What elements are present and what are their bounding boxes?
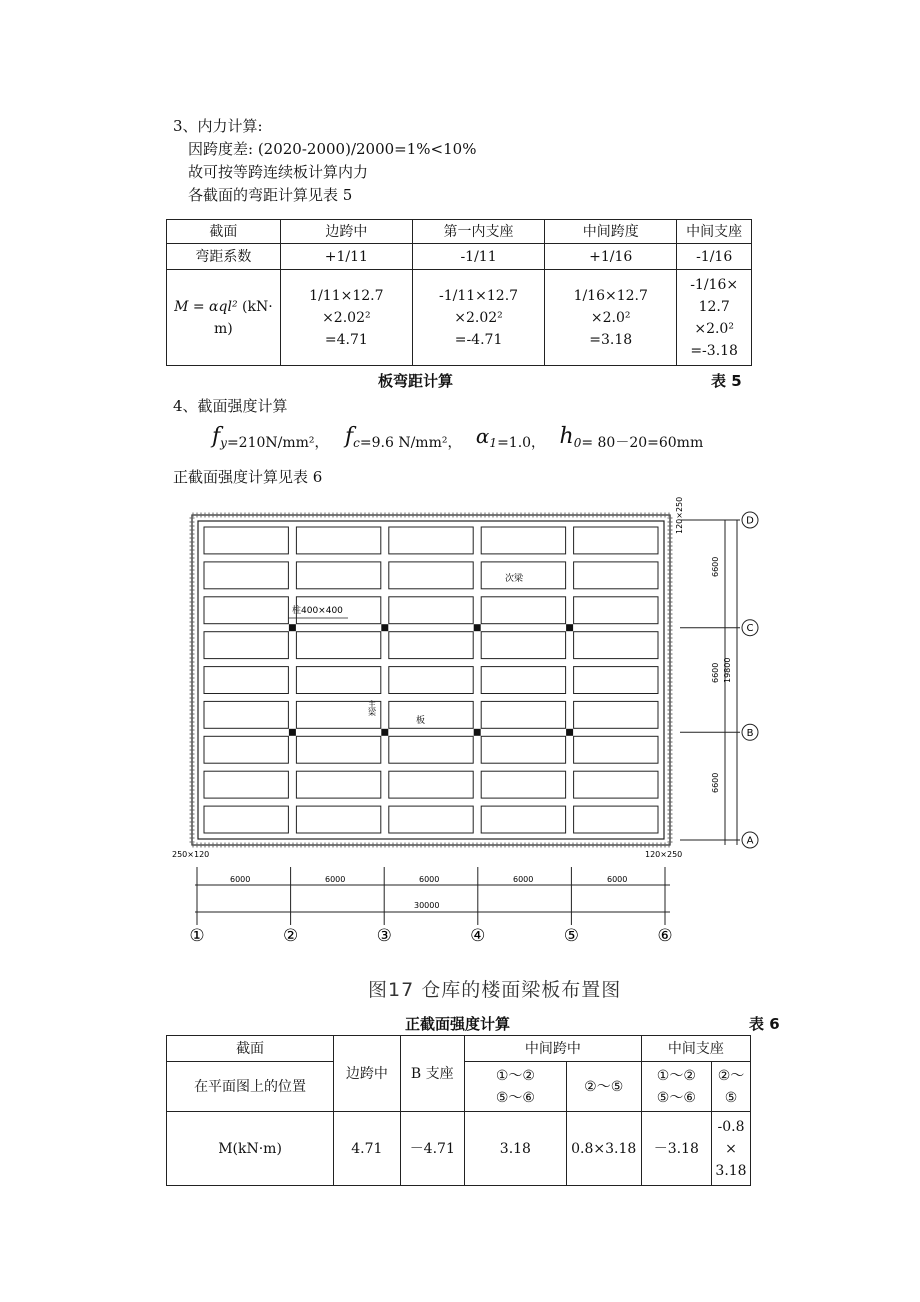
axis-bubble-label: B xyxy=(746,727,754,739)
t5-moment-mid-support xyxy=(677,270,752,366)
slab-panel xyxy=(574,562,658,589)
fy-subscript: y xyxy=(220,435,227,450)
slab-panel xyxy=(204,562,288,589)
t5-moment-first xyxy=(412,270,544,366)
slab-panel xyxy=(204,632,288,659)
column-marker xyxy=(289,624,296,631)
t5-mf-l1: -1/11×12.7 xyxy=(439,287,519,304)
slab-panel xyxy=(389,597,473,624)
t5-moment-formula: M = αql² xyxy=(174,298,238,315)
slab-panel xyxy=(296,806,380,833)
slab-panel xyxy=(389,667,473,694)
axis-bubble-label: ④ xyxy=(470,926,486,946)
alpha1-value: =1.0， xyxy=(497,435,546,451)
axis-bubble-label: ① xyxy=(189,926,205,946)
slab-panel xyxy=(389,771,473,798)
slab-panel xyxy=(296,527,380,554)
slab-panel xyxy=(389,562,473,589)
fc-value: =9.6 N/mm²， xyxy=(359,435,462,451)
bay-dim-5: 6000 xyxy=(607,875,628,884)
t6-m-edge: 4.71 xyxy=(334,1112,400,1186)
t5-moment-label xyxy=(167,270,281,366)
h0-symbol: h xyxy=(559,424,574,449)
t6-header-edge-span: 边跨中 xyxy=(334,1036,400,1112)
alpha1-subscript: 1 xyxy=(489,435,498,450)
column-marker xyxy=(381,729,388,736)
t5-header-mid-support: 中间支座 xyxy=(677,220,752,244)
slab-panel xyxy=(574,527,658,554)
t6-pos-ms1-a: ①～② xyxy=(495,1067,535,1084)
t6-m-sp2 xyxy=(712,1112,751,1186)
vdim-total: 19800 xyxy=(723,657,732,683)
slab-panel xyxy=(481,701,565,728)
inner-wall-outline xyxy=(198,521,664,839)
outer-wall-outline xyxy=(192,515,670,845)
slab-panel xyxy=(481,527,565,554)
section4-heading: 4、截面强度计算 xyxy=(173,397,288,415)
slab-panel xyxy=(296,736,380,763)
slab-panel xyxy=(481,667,565,694)
fc-symbol: f xyxy=(344,424,354,449)
slab-panel xyxy=(389,701,473,728)
slab-panels xyxy=(204,527,658,833)
column-marker xyxy=(566,729,573,736)
t5-header-edge-span: 边跨中 xyxy=(280,220,412,244)
slab-label: 板 xyxy=(416,716,426,726)
axis-bubble-label: C xyxy=(746,623,754,635)
t6-m-b-support: －4.71 xyxy=(400,1112,464,1186)
slab-panel xyxy=(574,771,658,798)
slab-panel xyxy=(296,667,380,694)
t6-m-ms2: 0.8×3.18 xyxy=(566,1112,641,1186)
fy-symbol: f xyxy=(212,424,221,449)
t5-mf-l2: ×2.02² xyxy=(454,309,503,326)
vdim-3: 6600 xyxy=(711,772,720,793)
column-marker xyxy=(474,624,481,631)
secondary-beam-label: 次梁 xyxy=(505,574,524,584)
t5-header-section: 截面 xyxy=(167,220,281,244)
fc-subscript: c xyxy=(353,435,360,450)
t6-header-mid-span: 中间跨中 xyxy=(465,1036,642,1062)
bay-dim-1: 6000 xyxy=(230,875,251,884)
t6-pos-ms1-b: ⑤～⑥ xyxy=(495,1089,535,1106)
axis-bubble-label: ⑤ xyxy=(563,926,580,946)
t6-pos-sp2 xyxy=(712,1062,751,1112)
t5-me-l1: 1/11×12.7 xyxy=(309,287,384,304)
slab-panel xyxy=(389,736,473,763)
column-label: 柱400×400 xyxy=(292,606,343,616)
slab-panel xyxy=(481,771,565,798)
slab-panel xyxy=(574,667,658,694)
span-difference-line: 因跨度差: (2020-2000)/2000=1%<10% xyxy=(188,140,477,158)
slab-panel xyxy=(481,736,565,763)
slab-panel xyxy=(574,597,658,624)
t6-m-sp2-b: × xyxy=(725,1140,737,1157)
slab-panel xyxy=(204,771,288,798)
slab-panel xyxy=(204,667,288,694)
slab-panel xyxy=(574,806,658,833)
corner-top-right-label: 120×250 xyxy=(675,496,684,534)
slab-panel xyxy=(481,632,565,659)
t5-coef-label: 弯距系数 xyxy=(167,244,281,270)
t5-header-mid-span: 中间跨度 xyxy=(545,220,677,244)
slab-panel xyxy=(296,562,380,589)
t6-pos-sp2-a: ②～ xyxy=(717,1067,745,1084)
bay-dim-4: 6000 xyxy=(513,875,534,884)
slab-panel xyxy=(389,632,473,659)
floor-plan-drawing xyxy=(170,495,790,950)
t6-m-sp1: －3.18 xyxy=(641,1112,711,1186)
corner-left-label: 250×120 xyxy=(172,850,210,859)
table5-reference: 各截面的弯距计算见表 5 xyxy=(188,186,353,204)
corner-right-label: 120×250 xyxy=(645,850,683,859)
table6-number: 表 6 xyxy=(749,1015,780,1033)
t5-ms-l1: -1/16× xyxy=(690,276,739,293)
t5-coef-mid-support: -1/16 xyxy=(677,244,752,270)
slab-panel xyxy=(204,701,288,728)
table6-strength xyxy=(166,1035,751,1186)
slab-panel xyxy=(204,806,288,833)
t5-moment-edge xyxy=(280,270,412,366)
slab-panel xyxy=(574,701,658,728)
table5-moments xyxy=(166,219,752,366)
equal-span-note: 故可按等跨连续板计算内力 xyxy=(188,163,369,181)
t5-mf-l3: =-4.71 xyxy=(454,331,503,348)
t6-header-mid-support: 中间支座 xyxy=(641,1036,750,1062)
h0-value: = 80－20=60mm xyxy=(581,435,704,451)
table5-number: 表 5 xyxy=(711,372,742,390)
total-width-dim: 30000 xyxy=(414,901,440,910)
t6-pos-sp1-b: ⑤～⑥ xyxy=(656,1089,696,1106)
column-markers xyxy=(289,624,573,736)
t6-pos-ms2: ②～⑤ xyxy=(566,1062,641,1112)
t5-coef-mid-span: +1/16 xyxy=(545,244,677,270)
t5-ms-l2: 12.7 xyxy=(698,298,730,315)
t5-coef-edge: +1/11 xyxy=(280,244,412,270)
figure-caption: 图17 仓库的楼面梁板布置图 xyxy=(368,979,622,1001)
vdim-1: 6600 xyxy=(711,556,720,577)
wall-hatch xyxy=(192,515,670,845)
slab-panel xyxy=(204,527,288,554)
bay-dim-3: 6000 xyxy=(419,875,440,884)
t5-mm-l3: =3.18 xyxy=(589,331,633,348)
axis-bubble-label: A xyxy=(746,835,754,847)
slab-panel xyxy=(296,632,380,659)
t5-header-first-support: 第一内支座 xyxy=(412,220,544,244)
slab-panel xyxy=(389,527,473,554)
table6-caption: 正截面强度计算 xyxy=(405,1015,511,1033)
t5-moment-unit-a: (kN· xyxy=(242,298,273,315)
t6-header-b-support: B 支座 xyxy=(400,1036,464,1112)
t5-mm-l1: 1/16×12.7 xyxy=(573,287,648,304)
axis-bubble-label: ⑥ xyxy=(657,926,673,946)
t6-m-ms1: 3.18 xyxy=(465,1112,567,1186)
slab-panel xyxy=(574,736,658,763)
t6-m-label: M(kN·m) xyxy=(167,1112,334,1186)
h0-subscript: 0 xyxy=(573,435,582,450)
vdim-2: 6600 xyxy=(711,662,720,683)
t5-ms-l4: =-3.18 xyxy=(690,342,738,359)
t6-m-sp2-c: 3.18 xyxy=(715,1162,747,1179)
slab-panel xyxy=(389,806,473,833)
slab-panel xyxy=(204,597,288,624)
section3-heading: 3、内力计算: xyxy=(173,117,263,135)
t6-pos-ms1 xyxy=(465,1062,567,1112)
column-marker xyxy=(474,729,481,736)
column-marker xyxy=(381,624,388,631)
t6-pos-sp1-a: ①～② xyxy=(656,1067,696,1084)
fy-value: =210N/mm²， xyxy=(226,435,329,451)
axis-bubble-label: D xyxy=(746,515,754,527)
table5-caption: 板弯距计算 xyxy=(378,372,454,390)
axis-bubble-label: ③ xyxy=(376,926,392,946)
t5-moment-mid-span xyxy=(545,270,677,366)
t5-me-l2: ×2.02² xyxy=(322,309,371,326)
t5-coef-first: -1/11 xyxy=(412,244,544,270)
t6-position-label: 在平面图上的位置 xyxy=(167,1062,334,1112)
t5-moment-unit-b: m) xyxy=(214,320,233,337)
bay-dim-2: 6000 xyxy=(325,875,346,884)
t6-pos-sp2-b: ⑤ xyxy=(724,1089,738,1106)
slab-panel xyxy=(481,806,565,833)
slab-panel xyxy=(296,771,380,798)
main-beam-label: 主梁 xyxy=(367,700,377,716)
slab-panel xyxy=(574,632,658,659)
t6-pos-sp1 xyxy=(641,1062,711,1112)
t5-mm-l2: ×2.0² xyxy=(590,309,631,326)
material-parameters xyxy=(212,424,703,458)
t5-ms-l3: ×2.0² xyxy=(694,320,734,337)
axis-bubble-label: ② xyxy=(282,926,299,946)
alpha1-symbol: α xyxy=(475,424,490,448)
column-marker xyxy=(289,729,296,736)
column-marker xyxy=(566,624,573,631)
table6-reference: 正截面强度计算见表 6 xyxy=(173,468,323,486)
t6-header-section: 截面 xyxy=(167,1036,334,1062)
slab-panel xyxy=(481,562,565,589)
slab-panel xyxy=(481,597,565,624)
t6-m-sp2-a: -0.8 xyxy=(717,1118,745,1135)
slab-panel xyxy=(204,736,288,763)
t5-me-l3: =4.71 xyxy=(324,331,368,348)
